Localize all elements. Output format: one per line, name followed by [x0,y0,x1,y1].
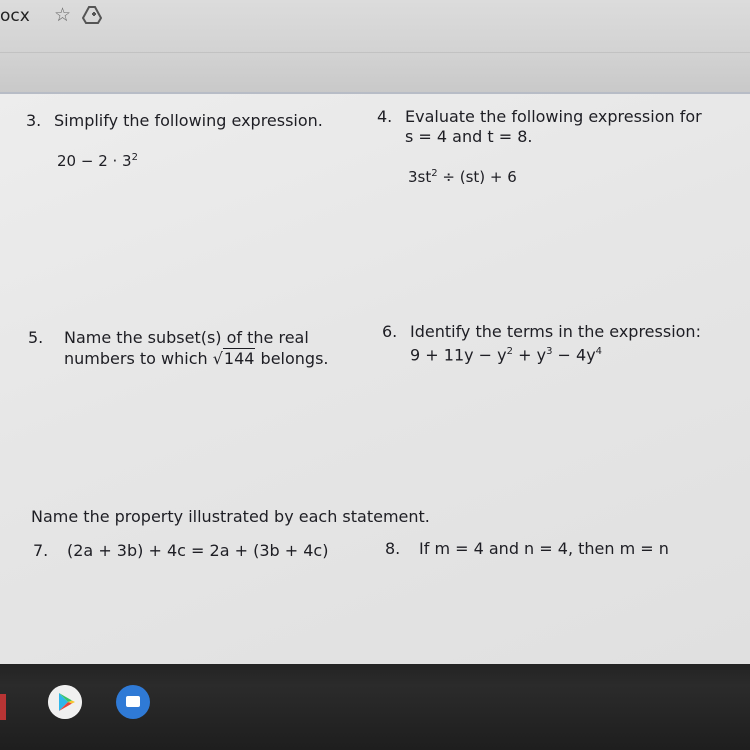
expr-exponent: 2 [431,168,438,179]
text-part: numbers to which [64,349,213,368]
term-exponent: 2 [506,346,514,357]
folder-glyph [126,696,140,707]
toolbar-divider [0,52,750,53]
question-text: Simplify the following expression. [54,111,323,130]
expr-exponent: 2 [131,152,138,163]
q4-expression [408,168,517,186]
question-text-line1: Name the subset(s) of the real [64,328,309,347]
question-number: 4. [377,107,393,126]
q6-expression [410,341,602,365]
question-number: 5. [28,328,44,347]
browser-tab-bar [0,0,750,92]
term-exponent: 4 [595,346,603,357]
tab-title[interactable]: ocx [0,6,30,26]
q3-expression [57,152,138,170]
question-text-line2: s = 4 and t = 8. [405,127,533,146]
document-page [0,92,750,666]
term-part: 9 + 11y − y [410,345,507,365]
star-icon[interactable]: ☆ [54,4,72,26]
property-heading: Name the property illustrated by each statement. [31,507,430,526]
term-part: − 4y [552,345,596,365]
expr-base: 20 − 2 · 3 [57,152,132,170]
question-number: 3. [26,111,42,130]
question-text-line1: Evaluate the following expression for [405,107,702,126]
question-text-line1: Identify the terms in the expression: [410,322,701,341]
question-text: If m = 4 and n = 4, then m = n [419,539,669,558]
drive-icon[interactable] [82,6,102,24]
term-part: + y [513,345,547,365]
question-text: (2a + 3b) + 4c = 2a + (3b + 4c) [67,541,329,560]
launcher-edge[interactable] [0,694,6,720]
question-number: 6. [382,322,398,341]
os-taskbar [0,664,750,750]
question-number: 8. [385,539,401,558]
sqrt-symbol: √ [212,349,223,368]
text-part: belongs. [255,349,329,368]
question-number: 7. [33,541,49,560]
play-store-icon[interactable] [48,685,82,719]
files-icon[interactable] [116,685,150,719]
term-exponent: 3 [546,346,553,357]
expr-part: ÷ (st) + 6 [437,168,517,186]
expr-part: 3st [408,168,432,186]
sqrt-radicand: 144 [223,349,255,368]
question-text-line2 [64,348,329,369]
